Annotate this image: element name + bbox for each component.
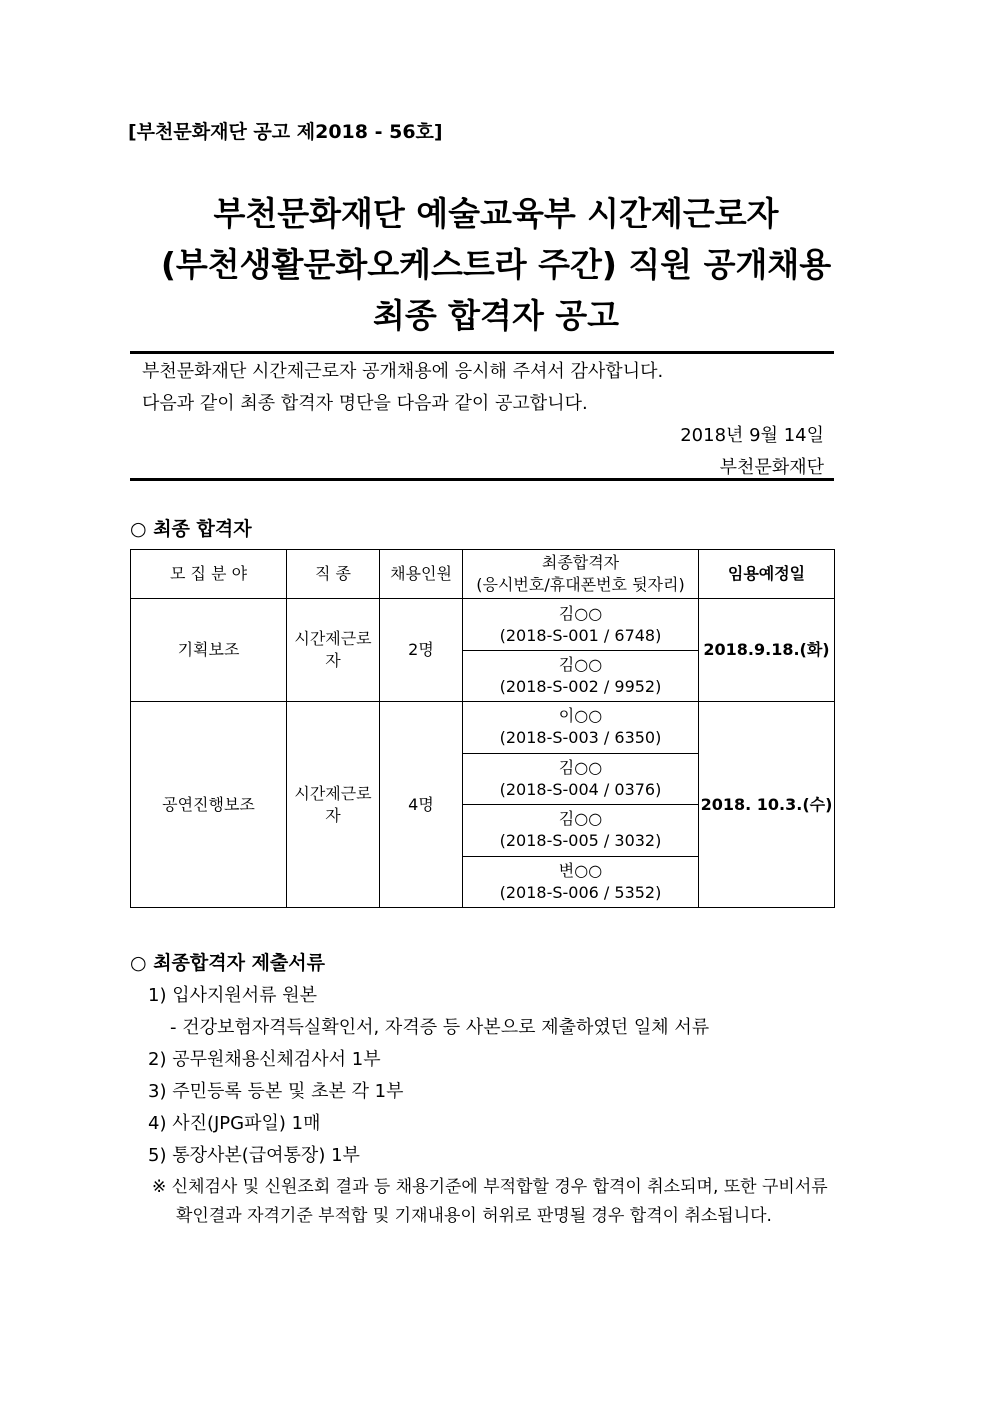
header-finalist-sub: (응시번호/휴대폰번호 뒷자리) <box>476 575 685 595</box>
top-rule <box>130 351 834 354</box>
cell-job: 시간제근로자 <box>287 599 380 702</box>
cell-field: 공연진행보조 <box>131 702 287 908</box>
document-item: 4) 사진(JPG파일) 1매 <box>148 1113 321 1134</box>
person-id: (2018-S-003 / 6350) <box>499 728 662 748</box>
table-row <box>131 702 835 753</box>
person-id: (2018-S-004 / 0376) <box>499 779 662 799</box>
cell-appoint-date: 2018.9.18.(화) <box>699 599 835 702</box>
person-id: (2018-S-006 / 5352) <box>499 882 662 902</box>
cell-appoint-date: 2018. 10.3.(수) <box>699 702 835 908</box>
cell-count: 2명 <box>380 599 463 702</box>
table-row <box>131 599 835 650</box>
intro-line-1: 부천문화재단 시간제근로자 공개채용에 응시해 주셔서 감사합니다. <box>142 361 664 382</box>
cell-person <box>463 599 699 650</box>
person-id: (2018-S-005 / 3032) <box>499 831 662 851</box>
issuer: 부천문화재단 <box>719 457 824 478</box>
document-subitem: - 건강보험자격득실확인서, 자격증 등 사본으로 제출하였던 일체 서류 <box>170 1017 710 1038</box>
bottom-rule <box>130 478 834 481</box>
cell-count: 4명 <box>380 702 463 908</box>
intro-line-2: 다음과 같이 최종 합격자 명단을 다음과 같이 공고합니다. <box>142 393 588 414</box>
cell-person <box>463 702 699 753</box>
table-header-row <box>131 550 835 599</box>
notice-date: 2018년 9월 14일 <box>680 425 824 446</box>
title-line-2: (부천생활문화오케스트라 주간) 직원 공개채용 <box>160 245 832 284</box>
title-line-3: 최종 합격자 공고 <box>372 296 620 335</box>
header-appoint-date: 임용예정일 <box>699 550 835 599</box>
cell-person <box>463 856 699 907</box>
person-name: 김○○ <box>558 757 603 777</box>
section-documents-title: ○ 최종합격자 제출서류 <box>130 952 325 974</box>
person-name: 이○○ <box>558 706 603 726</box>
header-finalist-label: 최종합격자 <box>541 553 620 573</box>
note-line-2: 확인결과 자격기준 부적합 및 기재내용이 허위로 판명될 경우 합격이 취소됩니다. <box>176 1206 772 1226</box>
header-job: 직 종 <box>287 550 380 599</box>
header-finalist <box>463 550 699 599</box>
header-field: 모 집 분 야 <box>131 550 287 599</box>
cell-person <box>463 650 699 701</box>
person-name: 김○○ <box>558 655 603 675</box>
cell-job: 시간제근로자 <box>287 702 380 908</box>
document-item: 5) 통장사본(급여통장) 1부 <box>148 1145 360 1166</box>
note-line-1: ※ 신체검사 및 신원조회 결과 등 채용기준에 부적합할 경우 합격이 취소되며, 또한 구비서류 <box>152 1177 828 1197</box>
document-item: 1) 입사지원서류 원본 <box>148 985 318 1006</box>
person-name: 김○○ <box>558 809 603 829</box>
header-count: 채용인원 <box>380 550 463 599</box>
document-item: 3) 주민등록 등본 및 초본 각 1부 <box>148 1081 404 1102</box>
cell-person <box>463 805 699 856</box>
cell-person <box>463 753 699 804</box>
cell-field: 기획보조 <box>131 599 287 702</box>
title-line-1: 부천문화재단 예술교육부 시간제근로자 <box>213 194 779 233</box>
document-item: 2) 공무원채용신체검사서 1부 <box>148 1049 381 1070</box>
person-id: (2018-S-001 / 6748) <box>499 625 662 645</box>
person-id: (2018-S-002 / 9952) <box>499 677 662 697</box>
person-name: 김○○ <box>558 603 603 623</box>
section-final-passers-title: ○ 최종 합격자 <box>130 518 252 540</box>
person-name: 변○○ <box>558 860 603 880</box>
final-passers-table <box>130 549 835 908</box>
notice-number: [부천문화재단 공고 제2018 - 56호] <box>128 121 443 143</box>
